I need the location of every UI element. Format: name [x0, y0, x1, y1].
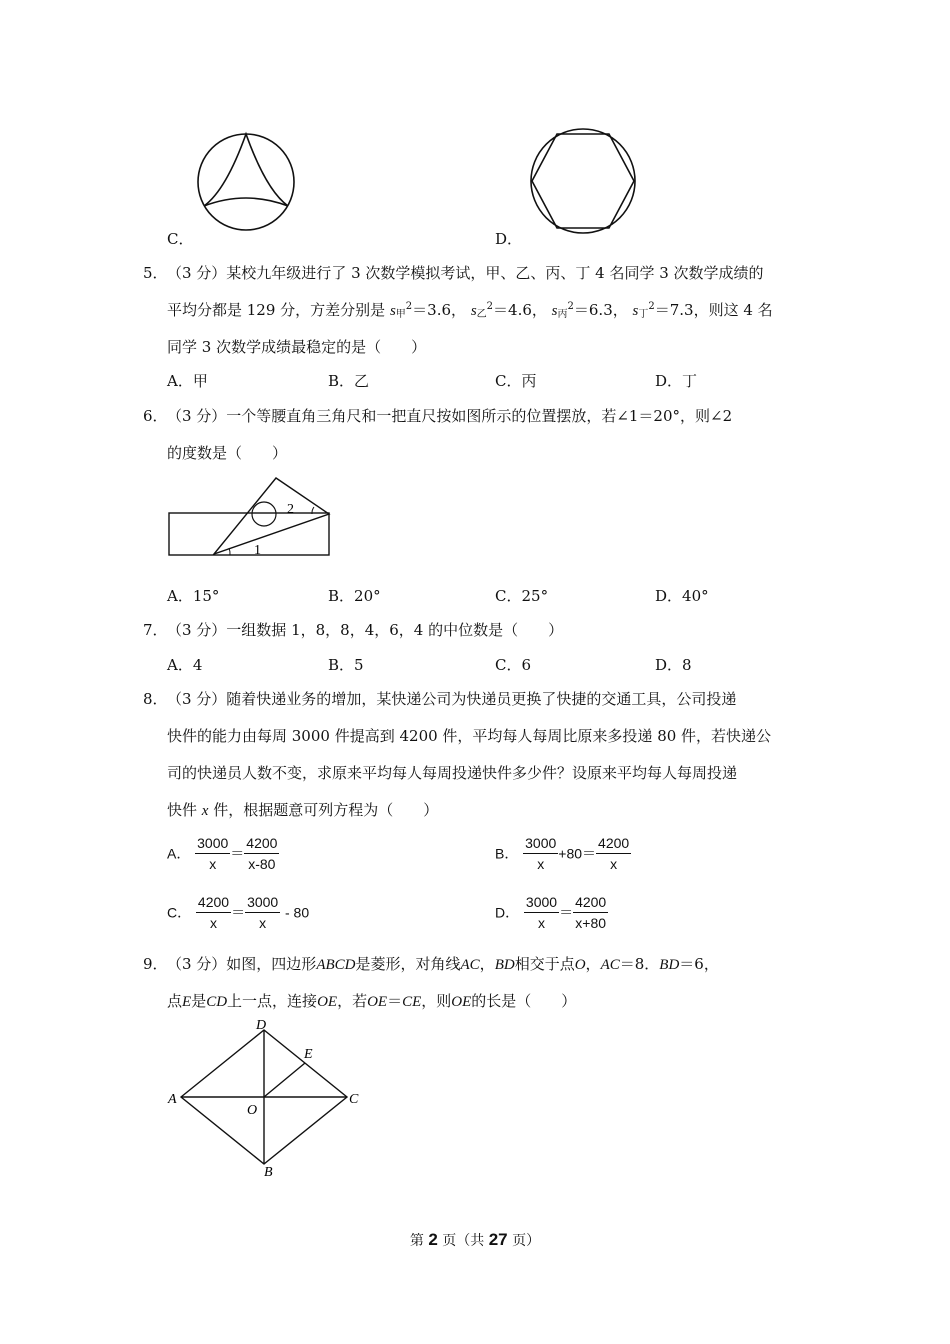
numerator: 3000 [245, 892, 280, 913]
text: ，若 [337, 992, 368, 1010]
q8-number: 8． [143, 690, 168, 708]
q9-rhombus-figure [163, 1018, 368, 1180]
equals: ＝ [559, 904, 574, 921]
var-ac: AC [460, 957, 480, 973]
fraction [245, 892, 280, 933]
q5-option-a: A．甲 [167, 372, 208, 390]
q8-line4-a: 快件 [167, 801, 198, 819]
var-oe: OE [317, 994, 338, 1010]
numerator: 4200 [244, 833, 279, 854]
var-o: O [574, 957, 586, 973]
plus-equals: +80＝ [558, 845, 597, 862]
text: 是 [191, 992, 207, 1010]
s-symbol: s [632, 303, 639, 319]
q5-line3: 同学 3 次数学成绩最稳定的是（ ） [167, 338, 427, 356]
q8-option-a [167, 833, 279, 874]
q6-line1: （3 分）一个等腰直角三角尺和一把直尺按如图所示的位置摆放，若∠1＝20°，则∠2 [167, 407, 733, 425]
q6-option-d: D．40° [655, 587, 709, 605]
q7-option-d: D．8 [655, 656, 692, 674]
sq: 2 [567, 301, 574, 312]
s-symbol: s [389, 303, 396, 319]
q9-line1 [167, 953, 719, 974]
val-ding: ＝7.3，则这 4 名 [654, 301, 773, 319]
sq: 2 [405, 301, 413, 312]
footer-suffix: 页） [507, 1233, 541, 1249]
q7-option-b: B．5 [328, 656, 364, 674]
q8-option-b [495, 833, 631, 874]
option-label: D． [495, 904, 520, 921]
fraction [195, 833, 230, 874]
var-bd: BD [659, 957, 680, 973]
equals: ＝ [230, 845, 245, 862]
equals: ＝ [231, 904, 246, 921]
numerator: 3000 [195, 833, 230, 854]
text: ， [585, 955, 601, 973]
q6-number: 6． [143, 407, 168, 425]
text: ＝6， [679, 955, 719, 973]
footer-prefix: 第 [409, 1233, 429, 1249]
q4-figure-c [196, 130, 296, 234]
var-oe: OE [451, 994, 472, 1010]
label-c: C [349, 1092, 359, 1107]
minus-80: - 80 [285, 904, 310, 921]
denominator: x-80 [248, 856, 276, 872]
var-oe: OE [367, 994, 388, 1010]
val-jia: ＝3.6， [412, 301, 467, 319]
q6-option-a: A．15° [167, 587, 220, 605]
text: 是菱形，对角线 [355, 955, 461, 973]
angle-1-label: 1 [254, 543, 261, 558]
s-symbol: s [470, 303, 477, 319]
label-e: E [304, 1047, 313, 1062]
fraction [196, 892, 231, 933]
text: ＝ [387, 992, 403, 1010]
var-bd: BD [494, 957, 515, 973]
sub-yi: 乙 [476, 309, 487, 320]
q5-line2-text: 平均分都是 129 分，方差分别是 [167, 301, 386, 319]
q8-line3: 司的快递员人数不变，求原来平均每人每周投递快件多少件？设原来平均每人每周投递 [167, 764, 738, 782]
q8-option-d [495, 892, 608, 933]
sq: 2 [648, 301, 655, 312]
q4-option-d-label: D． [495, 230, 523, 248]
q6-option-b: B．20° [328, 587, 381, 605]
denominator: x [610, 856, 618, 872]
sq: 2 [486, 301, 494, 312]
q5-option-c: C．丙 [495, 372, 537, 390]
q6-option-c: C．25° [495, 587, 549, 605]
text: ， [479, 955, 495, 973]
angle-2-label: 2 [287, 502, 294, 517]
q4-figure-d [528, 126, 638, 236]
var-abcd: ABCD [316, 957, 356, 973]
var-cd: CD [206, 994, 228, 1010]
q7-option-a: A．4 [167, 656, 203, 674]
numerator: 3000 [524, 892, 559, 913]
var-e: E [182, 994, 192, 1010]
option-label: A． [167, 845, 191, 862]
label-b: B [264, 1165, 273, 1180]
text: ＝8． [619, 955, 660, 973]
q8-line4 [167, 799, 438, 820]
numerator: 4200 [196, 892, 231, 913]
ruler [169, 513, 329, 555]
fraction [523, 833, 558, 874]
q8-line2: 快件的能力由每周 3000 件提高到 4200 件，平均每人每周比原来多投递 80 件，若快递公 [167, 727, 772, 745]
denominator: x+80 [575, 915, 607, 931]
text: （3 分）如图，四边形 [167, 955, 317, 973]
fraction [596, 833, 631, 874]
set-square [214, 478, 329, 554]
sub-jia: 甲 [395, 309, 406, 320]
numerator: 3000 [523, 833, 558, 854]
q7-line1: （3 分）一组数据 1，8，8，4，6，4 的中位数是（ ） [167, 621, 564, 639]
q7-number: 7． [143, 621, 168, 639]
denominator: x [209, 915, 217, 931]
q5-line1: （3 分）某校九年级进行了 3 次数学模拟考试，甲、乙、丙、丁 4 名同学 3 次数学成绩的 [167, 264, 764, 282]
text: 的长是（ ） [471, 992, 577, 1010]
text: 相交于点 [514, 955, 575, 973]
fraction [573, 892, 608, 933]
numerator: 4200 [596, 833, 631, 854]
q7-option-c: C．6 [495, 656, 532, 674]
q8-line4-b: 件，根据题意可列方程为（ ） [213, 801, 439, 819]
set-square-hole [252, 502, 276, 526]
footer-total-pages: 27 [488, 1230, 508, 1249]
s-symbol: s [551, 303, 558, 319]
sub-bing: 丙 [557, 309, 568, 320]
q9-line2 [167, 990, 576, 1011]
segment-oe [264, 1063, 305, 1097]
option-label: B． [495, 845, 519, 862]
denominator: x [537, 915, 545, 931]
denominator: x [209, 856, 217, 872]
val-bing: ＝6.3， [573, 301, 628, 319]
denominator: x [537, 856, 545, 872]
footer-mid: 页（共 [437, 1233, 489, 1249]
option-label: C． [167, 904, 192, 921]
page-footer [0, 1230, 950, 1250]
label-d: D [256, 1018, 267, 1033]
q4-option-c-label: C． [167, 230, 194, 248]
var-ce: CE [402, 994, 422, 1010]
q8-option-c [167, 892, 309, 933]
denominator: x [259, 915, 267, 931]
q5-number: 5． [143, 264, 168, 282]
text: 上一点，连接 [227, 992, 318, 1010]
footer-page-number: 2 [428, 1230, 438, 1249]
q5-line2 [167, 299, 773, 320]
q9-number: 9． [143, 955, 168, 973]
label-o: O [247, 1103, 258, 1118]
label-a: A [168, 1092, 177, 1107]
var-x: x [201, 803, 209, 819]
q6-figure [166, 474, 336, 560]
sub-ding: 丁 [638, 309, 649, 320]
q8-line1: （3 分）随着快递业务的增加，某快递公司为快递员更换了快捷的交通工具，公司投递 [167, 690, 737, 708]
text: 点 [167, 992, 183, 1010]
q5-option-b: B．乙 [328, 372, 370, 390]
q6-line2: 的度数是（ ） [167, 444, 288, 462]
var-ac: AC [600, 957, 620, 973]
fraction [524, 892, 559, 933]
text: ，则 [421, 992, 452, 1010]
val-yi: ＝4.6， [493, 301, 547, 319]
numerator: 4200 [573, 892, 608, 913]
q5-option-d: D．丁 [655, 372, 698, 390]
fraction [244, 833, 279, 874]
